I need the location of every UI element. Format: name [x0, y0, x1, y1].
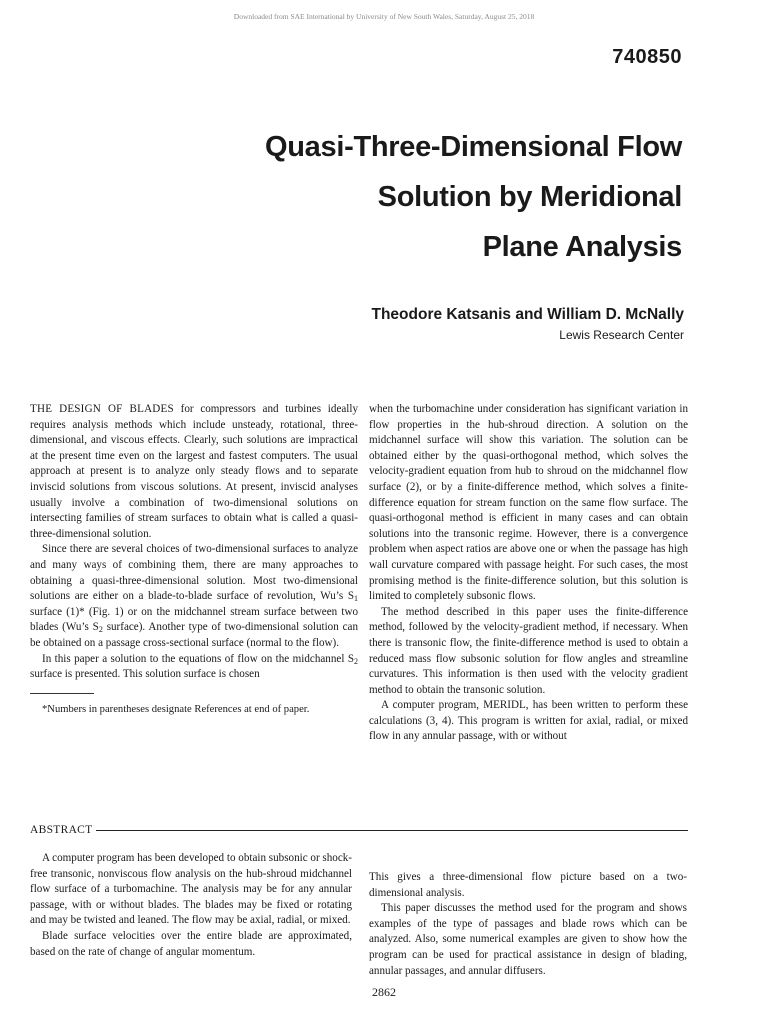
intro-paragraph [30, 652, 358, 683]
affiliation: Lewis Research Center [559, 328, 684, 342]
intro-paragraph: when the turbomachine under consideration has significant variation in flow properties in the hub-shroud direction. A solution on the midchannel surface will show this variation. The solution can be obtained either by the quasi-orthogonal method, which solves the velocity-gradient equation from hub to shroud on the midchannel flow surface (2), or by a finite-difference method, which solves a finite-difference equation for stream function on the same flow surface. The quasi-orthogonal method is efficient in many cases and can obtain solutions into the transonic regime. However, there is a convergence problem when aspect ratios are above one or when the passage has high wall curvature compared with passage height. For such cases, the most promising method is the finite-difference solution, but this solution is limited to completely subsonic flows. [369, 403, 688, 603]
footnote: *Numbers in parentheses designate References at end of paper. [42, 703, 310, 715]
intro-paragraph [30, 402, 358, 542]
authors: Theodore Katsanis and William D. McNally [371, 306, 684, 323]
intro-right-column [369, 402, 688, 745]
intro-text: surface is presented. This solution surface is chosen [30, 668, 260, 681]
title-line: Quasi-Three-Dimensional Flow [265, 131, 682, 163]
intro-text: surface (1)* (Fig. 1) or on the midchannel stream surface between two blades (Wu’s S [30, 605, 358, 634]
abstract-rule [96, 830, 688, 831]
intro-text: Since there are several choices of two-dimensional surfaces to analyze and many ways of combining them, there are many approaches to obtaining a quasi-three-dimensional solution. Most two-dimensional solutions are either on a blade-to-blade surface of revolution, Wu’s S [30, 543, 358, 603]
abstract-right-column [369, 870, 687, 979]
paper-number: 740850 [612, 46, 682, 68]
intro-paragraph: The method described in this paper uses the finite-difference method, followed by the velocity-gradient method, if necessary. When there is transonic flow, the finite-difference method is used to obtain a reduced mass flow subsonic solution for flow angles and streamline curvatures. This information is then used with the velocity gradient method to obtain the transonic solution. [369, 605, 688, 696]
subscript: 2 [98, 625, 103, 635]
abstract-label: ABSTRACT [30, 824, 93, 836]
abstract-header [30, 824, 688, 836]
title-line: Plane Analysis [482, 231, 682, 263]
abstract-paragraph: This paper discusses the method used for the program and shows examples of the type of passages and blade rows which can be analyzed. Also, some numerical examples are given to show how the program can be used for practical assistance in design of blading, annular passages, and annular diffusers. [369, 902, 687, 977]
abstract-paragraph: This gives a three-dimensional flow picture based on a two-dimensional analysis. [369, 871, 687, 899]
paper-title [265, 122, 682, 272]
intro-text: for compressors and turbines ideally requires analysis methods which include unsteady, rotational, three-dimensional, and viscous effects. Clearly, such solutions are impractical at the present time even on the largest and fastest computers. The usual approach at present is to analyze only steady flows and to separate inviscid solutions from viscous solutions. At present, inviscid analyses usually involve a combination of two-dimensional solutions on intersecting families of stream surfaces to obtain what is called a quasi-three-dimensional solution. [30, 403, 358, 540]
subscript: 2 [354, 656, 358, 666]
intro-paragraph: A computer program, MERIDL, has been written to perform these calculations (3, 4). This program is written for axial, radial, or mixed flow in any annular passage, with or without [369, 699, 688, 743]
page-number: 2862 [372, 985, 396, 999]
subscript: 1 [354, 594, 358, 604]
footnote-divider [30, 693, 94, 694]
intro-lead: THE DESIGN OF BLADES [30, 403, 174, 415]
intro-left-column [30, 402, 358, 717]
intro-text: surface). Another type of two-dimensional solution can be obtained on a passage cross-sectional surface (normal to the flow). [30, 621, 358, 649]
intro-paragraph [30, 542, 358, 651]
abstract-paragraph: A computer program has been developed to obtain subsonic or shock-free transonic, nonviscous flow analysis on the hub-shroud midchannel flow surface of a turbomachine. The analysis may be for any annular passage, with or without blades. The blades may be fixed or rotating and may be twisted and leaned. The flow may be axial, radial, or mixed. [30, 852, 352, 927]
abstract-paragraph: Blade surface velocities over the entire blade are approximated, based on the rate of change of angular momentum. [30, 929, 352, 958]
title-line: Solution by Meridional [377, 181, 682, 213]
intro-text: In this paper a solution to the equations of flow on the midchannel S [42, 652, 354, 665]
download-note: Downloaded from SAE International by University of New South Wales, Saturday, August 25, 2018 [233, 12, 535, 21]
abstract-left-column [30, 851, 352, 960]
